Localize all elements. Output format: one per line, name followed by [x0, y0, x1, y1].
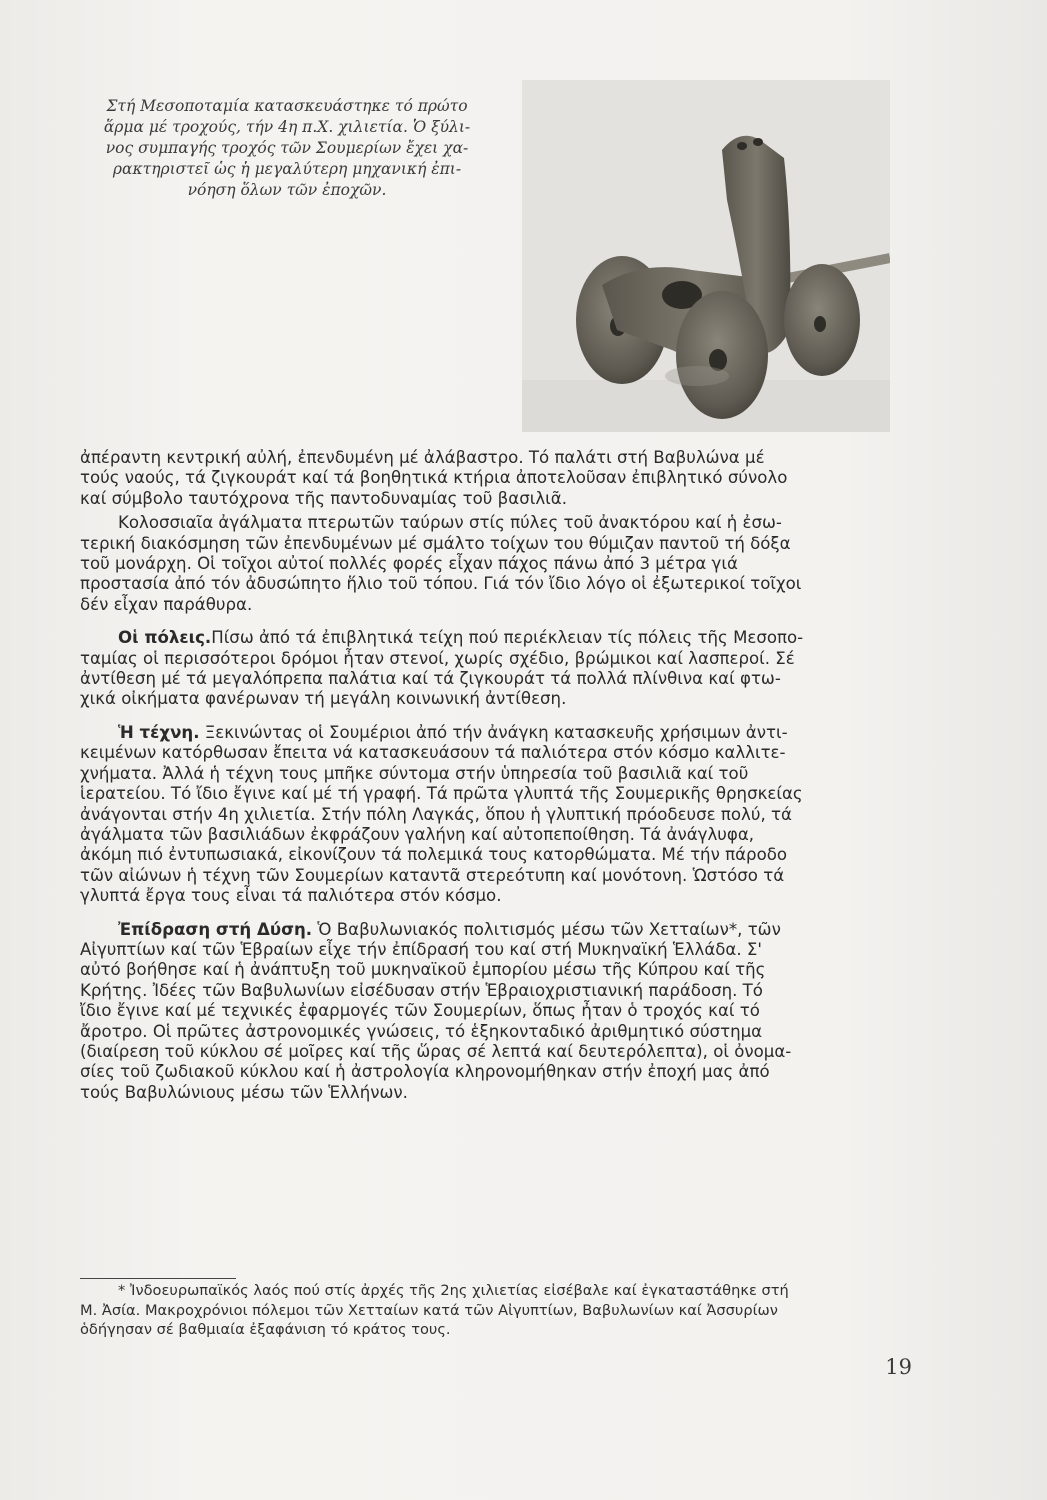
text-line: αὐτό βοήθησε καί ἡ ἀνάπτυξη τοῦ μυκηναϊκοῦ ἐμπορίου μέσω τῆς Κύπρου καί τῆς — [80, 960, 766, 980]
text-line: χικά οἰκήματα φανέρωναν τή μεγάλη κοινωνική ἀντίθεση. — [80, 689, 567, 709]
caption-line: νόηση ὅλων τῶν ἐποχῶν. — [187, 181, 387, 199]
text-line: ἀπέραντη κεντρική αὐλή, ἐπενδυμένη μέ ἀλάβαστρο. Τό παλάτι στή Βαβυλώνα μέ — [80, 448, 765, 467]
page-number: 19 — [885, 1355, 912, 1379]
footnote — [80, 1281, 910, 1340]
text-line: τῶν αἰώνων ἡ τέχνη τῶν Σουμερίων καταντᾶ στερεότυπη καί μονότονη. Ὡστόσο τά — [80, 865, 785, 885]
text-line: κειμένων κατόρθωσαν ἔπειτα νά κατασκευάσουν τά παλιότερα στόν κόσμο καλλιτε- — [80, 743, 786, 763]
text-line: ἀνάγονται στήν 4η χιλιετία. Στήν πόλη Λαγκάς, ὅπου ἡ γλυπτική πρόοδευσε πολύ, τά — [80, 804, 792, 824]
text-line — [80, 920, 910, 940]
footnote-line: * Ἰνδοευρωπαϊκός λαός πού στίς ἀρχές τῆς 2ης χιλιετίας εἰσέβαλε καί ἐγκαταστάθηκε στή — [118, 1282, 789, 1299]
text-line: τούς ναούς, τά ζιγκουράτ καί τά βοηθητικά κτήρια ἀποτελοῦσαν ἐπιβλητικό σύνολο — [80, 468, 788, 488]
paragraph-cities — [80, 628, 910, 710]
text-line: ἄροτρο. Οἱ πρῶτες ἀστρονομικές γνώσεις, τό ἑξηκονταδικό ἀριθμητικό σύστημα — [80, 1021, 763, 1041]
caption-line: νος συμπαγής τροχός τῶν Σουμερίων ἔχει χα- — [105, 139, 469, 157]
caption-line: ἅρμα μέ τροχούς, τήν 4η π.Χ. χιλιετία. Ὁ ξύλι- — [103, 118, 471, 136]
text-line: σίες τοῦ ζωδιακοῦ κύκλου καί ἡ ἀστρολογία κληρονομήθηκαν στήν ἐποχή μας ἀπό — [80, 1062, 770, 1082]
text-line: χνήματα. Ἀλλά ἡ τέχνη τους μπῆκε σύντομα στήν ὑπηρεσία τοῦ βασιλιᾶ καί τοῦ — [80, 763, 749, 783]
paragraph-colossi — [80, 513, 910, 615]
text-line: Αἰγυπτίων καί τῶν Ἑβραίων εἶχε τήν ἐπίδρασή του καί στή Μυκηναϊκή Ἑλλάδα. Σ' — [80, 939, 762, 959]
text-line: ἀντίθεση μέ τά μεγαλόπρεπα παλάτια καί τά ζιγκουράτ τά πολλά πλίνθινα καί φτω- — [80, 669, 781, 689]
footnote-line: Μ. Ἀσία. Μακροχρόνιοι πόλεμοι τῶν Χετταίων κατά τῶν Αἰγυπτίων, Βαβυλωνίων καί Ἀσσυρίων — [80, 1301, 778, 1319]
photo-caption — [72, 96, 502, 201]
text-line — [80, 723, 910, 743]
text-line: ἴδιο ἔγινε καί μέ τεχνικές ἐφαρμογές τῶν Σουμερίων, ὅπως ἦταν ὁ τροχός καί τό — [80, 1001, 760, 1021]
paragraph-palace — [80, 448, 910, 509]
footnote-line: ὁδήγησαν σέ βαθμιαία ἐξαφάνιση τό κράτος τους. — [80, 1321, 451, 1339]
footnote-divider — [80, 1278, 236, 1279]
text-line: Κολοσσιαῖα ἀγάλματα πτερωτῶν ταύρων στίς πύλες τοῦ ἀνακτόρου καί ἡ ἐσω- — [118, 513, 782, 533]
text-line: ἀκόμη πιό ἐντυπωσιακά, εἰκονίζουν τά πολεμικά τους κατορθώματα. Μέ τήν πάροδο — [80, 845, 788, 865]
main-text — [80, 448, 910, 1103]
text-run: Ὁ Βαβυλωνιακός πολιτισμός μέσω τῶν Χετταίων*, τῶν — [312, 919, 781, 939]
text-line: γλυπτά ἔργα τους εἶναι τά παλιότερα στόν κόσμο. — [80, 886, 502, 906]
paragraph-art — [80, 723, 910, 907]
text-line: δέν εἶχαν παράθυρα. — [80, 594, 253, 614]
paragraph-west — [80, 920, 910, 1104]
text-line: προστασία ἀπό τόν ἀδυσώπητο ἥλιο τοῦ τόπου. Γιά τόν ἴδιο λόγο οἱ ἐξωτερικοί τοῖχοι — [80, 574, 802, 594]
caption-line: ρακτηριστεῖ ὡς ἡ μεγαλύτερη μηχανική ἐπι- — [112, 160, 462, 178]
text-line: ταμίας οἱ περισσότεροι δρόμοι ἦταν στενοί, χωρίς σχέδιο, βρώμικοι καί λασπεροί. Σέ — [80, 648, 795, 668]
text-line: ἱερατείου. Τό ἴδιο ἔγινε καί μέ τή γραφή. Τά πρῶτα γλυπτά τῆς Σουμερικῆς θρησκείας — [80, 784, 803, 804]
text-line: τοῦ μονάρχη. Οἱ τοῖχοι αὐτοί πολλές φορές εἶχαν πάχος πάνω ἀπό 3 μέτρα γιά — [80, 554, 738, 574]
text-line: τούς Βαβυλώνιους μέσω τῶν Ἑλλήνων. — [80, 1082, 408, 1102]
text-line: καί σύμβολο ταυτόχρονα τῆς παντοδυναμίας τοῦ βασιλιᾶ. — [80, 488, 567, 508]
section-heading-west: Ἐπίδραση στή Δύση. — [118, 919, 313, 939]
text-line: τερική διακόσμηση τῶν ἐπενδυμένων μέ σμάλτο τοίχων του θύμιζαν παντοῦ τή δόξα — [80, 533, 791, 553]
text-run: Πίσω ἀπό τά ἐπιβλητικά τείχη πού περιέκλειαν τίς πόλεις τῆς Μεσοπο- — [211, 628, 804, 648]
chariot-model-photo — [522, 80, 890, 432]
section-heading-art: Ἡ τέχνη. — [118, 722, 200, 742]
text-run: Ξεκινώντας οἱ Σουμέριοι ἀπό τήν ἀνάγκη κατασκευῆς χρήσιμων ἀντι- — [199, 722, 788, 742]
text-line: ἀγάλματα τῶν βασιλιάδων ἐκφράζουν γαλήνη καί αὐτοπεποίθηση. Τά ἀνάγλυφα, — [80, 824, 755, 844]
text-line — [80, 628, 910, 648]
chariot-model-illustration — [522, 80, 890, 432]
caption-line: Στή Μεσοποταμία κατασκευάστηκε τό πρώτο — [106, 97, 468, 115]
section-heading-cities: Οἱ πόλεις. — [118, 628, 212, 648]
text-line: Κρήτης. Ἰδέες τῶν Βαβυλωνίων εἰσέδυσαν στήν Ἑβραιοχριστιανική παράδοση. Τό — [80, 980, 763, 1000]
text-line: (διαίρεση τοῦ κύκλου σέ μοῖρες καί τῆς ὥρας σέ λεπτά καί δευτερόλεπτα), οἱ ὀνομα- — [80, 1041, 792, 1061]
